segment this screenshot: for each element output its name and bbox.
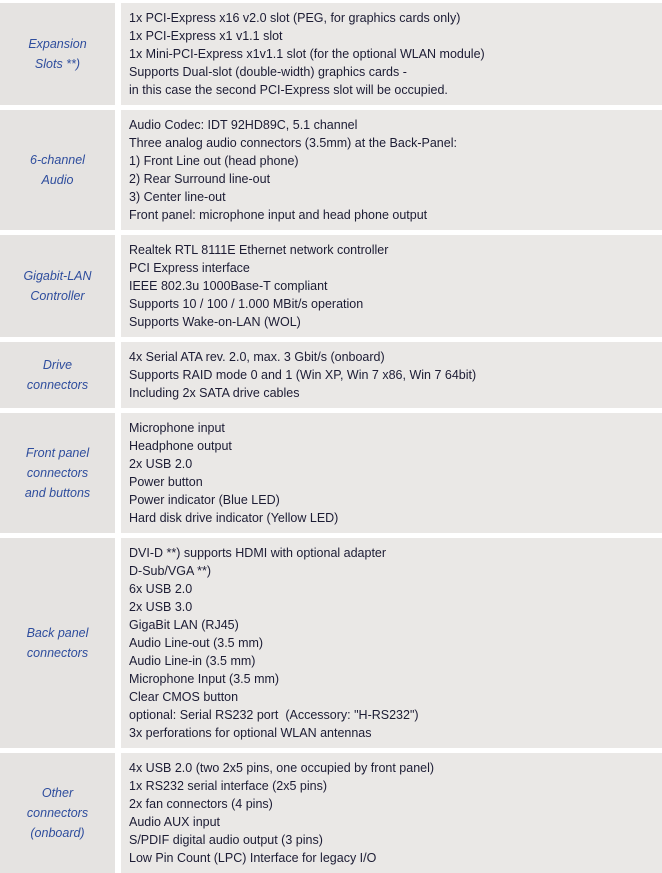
spec-item: Including 2x SATA drive cables bbox=[129, 386, 300, 400]
spec-item: 1x PCI-Express x16 v2.0 slot (PEG, for graphics cards only) bbox=[129, 11, 461, 25]
spec-row-gigabit-lan-controller bbox=[0, 235, 662, 337]
spec-item: Audio Line-out (3.5 mm) bbox=[129, 636, 264, 650]
label-line: connectors bbox=[26, 646, 89, 660]
spec-item: 3) Center line-out bbox=[129, 190, 226, 204]
row-label-other-connectors-onboard bbox=[0, 753, 115, 873]
spec-item: 6x USB 2.0 bbox=[129, 582, 193, 596]
spec-item: Front panel: microphone input and head phone output bbox=[129, 208, 428, 222]
row-label-six-channel-audio bbox=[0, 110, 115, 230]
row-content-front-panel-connectors bbox=[121, 413, 662, 533]
spec-item: 2x fan connectors (4 pins) bbox=[129, 797, 273, 811]
label-line: Back panel bbox=[26, 626, 89, 640]
spec-item: Headphone output bbox=[129, 439, 232, 453]
spec-item: Audio Codec: IDT 92HD89C, 5.1 channel bbox=[129, 118, 358, 132]
row-content-drive-connectors bbox=[121, 342, 662, 408]
spec-item: Audio Line-in (3.5 mm) bbox=[129, 654, 256, 668]
label-line: Other bbox=[41, 786, 74, 800]
spec-item: optional: Serial RS232 port (Accessory: "H-RS232") bbox=[129, 708, 419, 722]
spec-item: PCI Express interface bbox=[129, 261, 250, 275]
spec-item: 4x USB 2.0 (two 2x5 pins, one occupied by front panel) bbox=[129, 761, 435, 775]
label-line: 6-channel bbox=[30, 153, 85, 167]
row-label-front-panel-connectors bbox=[0, 413, 115, 533]
row-label-expansion-slots bbox=[0, 3, 115, 105]
spec-row-six-channel-audio bbox=[0, 110, 662, 230]
label-line: Front panel bbox=[25, 446, 90, 460]
spec-item: GigaBit LAN (RJ45) bbox=[129, 618, 239, 632]
spec-item: Supports Dual-slot (double-width) graphics cards - bbox=[129, 65, 407, 79]
spec-item: IEEE 802.3u 1000Base-T compliant bbox=[129, 279, 328, 293]
spec-item: 1x RS232 serial interface (2x5 pins) bbox=[129, 779, 328, 793]
spec-item: Hard disk drive indicator (Yellow LED) bbox=[129, 511, 339, 525]
spec-item: Clear CMOS button bbox=[129, 690, 239, 704]
label-line: connectors bbox=[26, 466, 89, 480]
spec-item: Microphone input bbox=[129, 421, 225, 435]
spec-item: Audio AUX input bbox=[129, 815, 221, 829]
spec-item: Power indicator (Blue LED) bbox=[129, 493, 280, 507]
row-content-six-channel-audio bbox=[121, 110, 662, 230]
spec-item: 1x PCI-Express x1 v1.1 slot bbox=[129, 29, 283, 43]
label-line: Slots **) bbox=[34, 57, 81, 71]
row-content-other-connectors-onboard bbox=[121, 753, 662, 873]
row-label-back-panel-connectors bbox=[0, 538, 115, 748]
row-label-gigabit-lan-controller bbox=[0, 235, 115, 337]
spec-item: Three analog audio connectors (3.5mm) at the Back-Panel: bbox=[129, 136, 457, 150]
spec-item: 2) Rear Surround line-out bbox=[129, 172, 271, 186]
row-content-back-panel-connectors bbox=[121, 538, 662, 748]
spec-item: in this case the second PCI-Express slot will be occupied. bbox=[129, 83, 448, 97]
label-line: Expansion bbox=[28, 37, 87, 51]
spec-row-drive-connectors bbox=[0, 342, 662, 408]
spec-item: 3x perforations for optional WLAN antennas bbox=[129, 726, 372, 740]
spec-item: 4x Serial ATA rev. 2.0, max. 3 Gbit/s (onboard) bbox=[129, 350, 385, 364]
spec-row-other-connectors-onboard bbox=[0, 753, 662, 873]
spec-item: S/PDIF digital audio output (3 pins) bbox=[129, 833, 323, 847]
spec-row-back-panel-connectors bbox=[0, 538, 662, 748]
spec-item: Realtek RTL 8111E Ethernet network controller bbox=[129, 243, 389, 257]
label-line: Audio bbox=[41, 173, 74, 187]
label-line: (onboard) bbox=[30, 826, 85, 840]
row-content-expansion-slots bbox=[121, 3, 662, 105]
spec-item: Supports 10 / 100 / 1.000 MBit/s operation bbox=[129, 297, 364, 311]
spec-item: D-Sub/VGA **) bbox=[129, 564, 211, 578]
row-content-gigabit-lan-controller bbox=[121, 235, 662, 337]
label-line: connectors bbox=[26, 378, 89, 392]
spec-item: DVI-D **) supports HDMI with optional adapter bbox=[129, 546, 387, 560]
label-line: and buttons bbox=[24, 486, 91, 500]
spec-item: 1) Front Line out (head phone) bbox=[129, 154, 299, 168]
spec-row-front-panel-connectors bbox=[0, 413, 662, 533]
spec-item: Power button bbox=[129, 475, 203, 489]
spec-item: 2x USB 3.0 bbox=[129, 600, 193, 614]
spec-item: 2x USB 2.0 bbox=[129, 457, 193, 471]
label-line: Drive bbox=[42, 358, 73, 372]
spec-item: Supports Wake-on-LAN (WOL) bbox=[129, 315, 301, 329]
label-line: connectors bbox=[26, 806, 89, 820]
spec-item: 1x Mini-PCI-Express x1v1.1 slot (for the optional WLAN module) bbox=[129, 47, 485, 61]
spec-item: Microphone Input (3.5 mm) bbox=[129, 672, 280, 686]
label-line: Controller bbox=[30, 289, 85, 303]
label-line: Gigabit-LAN bbox=[23, 269, 92, 283]
spec-item: Supports RAID mode 0 and 1 (Win XP, Win 7 x86, Win 7 64bit) bbox=[129, 368, 477, 382]
row-label-drive-connectors bbox=[0, 342, 115, 408]
spec-item: Low Pin Count (LPC) Interface for legacy I/O bbox=[129, 851, 377, 865]
spec-row-expansion-slots bbox=[0, 3, 662, 105]
